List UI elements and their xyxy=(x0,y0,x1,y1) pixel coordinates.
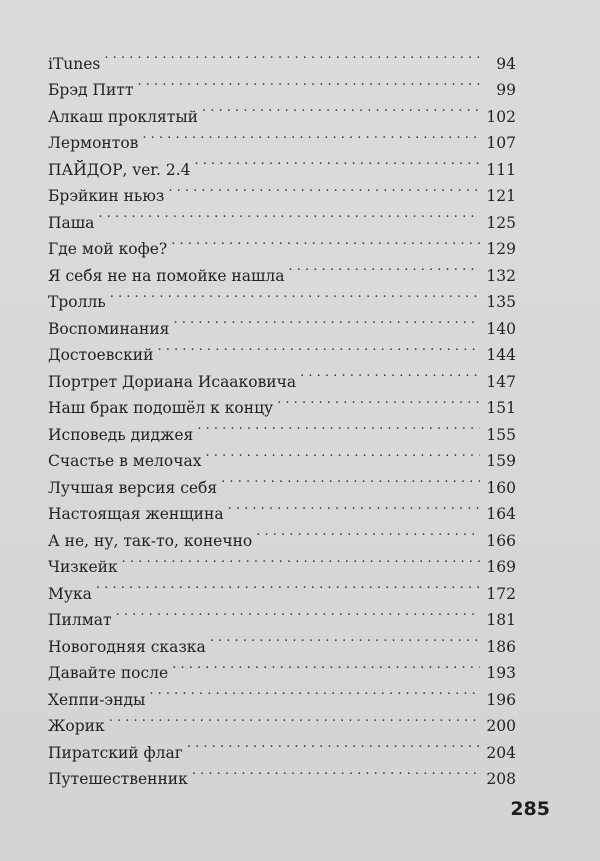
dot-leader xyxy=(195,148,480,175)
toc-entry xyxy=(48,360,516,391)
toc-entry xyxy=(48,413,516,444)
dot-leader xyxy=(210,625,480,652)
dot-leader xyxy=(96,572,480,599)
toc-entry-title: Новогодняя сказка xyxy=(48,637,206,656)
dot-leader xyxy=(122,546,480,573)
toc-entry xyxy=(48,625,516,656)
toc-entry xyxy=(48,175,516,205)
dot-leader xyxy=(256,519,480,546)
dot-leader xyxy=(109,705,480,732)
toc-entry-title: Пилмат xyxy=(48,611,112,629)
toc-entry-title: Лучшая версия себя xyxy=(48,478,218,497)
toc-entry-title: Тролль xyxy=(48,293,106,311)
dot-leader xyxy=(187,731,480,758)
toc-entry xyxy=(48,493,516,523)
toc-entry xyxy=(48,546,516,576)
toc-entry-page: 160 xyxy=(486,478,516,497)
dot-leader xyxy=(104,42,480,69)
dot-leader xyxy=(205,440,480,467)
toc-entry-page: 111 xyxy=(486,160,516,179)
dot-leader xyxy=(300,360,480,387)
toc-entry xyxy=(48,758,516,788)
toc-entry-page: 159 xyxy=(486,452,516,470)
toc-entry xyxy=(48,228,516,258)
toc-entry-page: 147 xyxy=(486,372,516,391)
toc-entry-title: Алкаш проклятый xyxy=(48,107,198,126)
toc-entry-page: 135 xyxy=(486,293,516,311)
toc-entry-title: Настоящая женщина xyxy=(48,505,224,523)
toc-entry-title: Портрет Дориана Исааковича xyxy=(48,372,297,391)
toc-entry xyxy=(48,307,516,338)
toc-entry xyxy=(48,387,516,417)
toc-entry-page: 193 xyxy=(486,664,516,682)
toc-entry-title: А не, ну, так-то, конечно xyxy=(48,531,253,550)
toc-entry xyxy=(48,440,516,470)
dot-leader xyxy=(98,201,480,228)
toc-entry-page: 151 xyxy=(486,399,516,417)
toc-entry-title: Я себя не на помойке нашла xyxy=(48,266,285,285)
dot-leader xyxy=(149,678,480,705)
toc-entry-title: Воспоминания xyxy=(48,319,170,338)
toc-entry xyxy=(48,122,516,152)
toc-entry xyxy=(48,254,516,285)
toc-entry xyxy=(48,201,516,232)
toc-entry-title: Достоевский xyxy=(48,346,154,364)
toc-entry-page: 121 xyxy=(486,187,516,205)
toc-entry-page: 196 xyxy=(486,690,516,709)
dot-leader xyxy=(221,466,480,493)
toc-entry-page: 169 xyxy=(486,558,516,576)
toc-entry-page: 140 xyxy=(486,319,516,338)
dot-leader xyxy=(168,175,480,202)
toc-entry-page: 172 xyxy=(486,584,516,603)
dot-leader xyxy=(142,122,480,149)
toc-entry-title: Чизкейк xyxy=(48,558,118,576)
toc-entry xyxy=(48,69,516,99)
toc-entry xyxy=(48,334,516,364)
toc-entry xyxy=(48,148,516,179)
toc-entry-title: Брэд Питт xyxy=(48,81,134,99)
toc-entry-page: 102 xyxy=(486,107,516,126)
dot-leader xyxy=(202,95,480,122)
toc-entry-title: Счастье в мелочах xyxy=(48,452,202,470)
toc-entry xyxy=(48,705,516,735)
toc-entry-page: 208 xyxy=(486,770,516,788)
toc-entry-page: 204 xyxy=(486,743,516,762)
toc-entry-page: 125 xyxy=(486,213,516,232)
toc-entry-title: iTunes xyxy=(48,54,101,73)
toc-entry-title: Пиратский флаг xyxy=(48,743,183,762)
toc-entry-title: Путешественник xyxy=(48,770,188,788)
toc-entry xyxy=(48,42,516,73)
dot-leader xyxy=(277,387,480,414)
dot-leader xyxy=(228,493,480,520)
toc-entry-title: Лермонтов xyxy=(48,134,139,152)
toc-entry xyxy=(48,466,516,497)
toc-entry-page: 155 xyxy=(486,425,516,444)
toc-entry-page: 132 xyxy=(486,266,516,285)
toc-entry xyxy=(48,599,516,629)
table-of-contents xyxy=(48,42,516,788)
dot-leader xyxy=(192,758,480,785)
toc-entry xyxy=(48,519,516,550)
toc-entry-page: 99 xyxy=(496,81,516,99)
toc-entry-page: 107 xyxy=(486,134,516,152)
toc-entry-title: Жорик xyxy=(48,717,105,735)
toc-entry-page: 166 xyxy=(486,531,516,550)
dot-leader xyxy=(173,307,480,334)
dot-leader xyxy=(157,334,480,361)
toc-entry-page: 94 xyxy=(496,54,516,73)
toc-entry xyxy=(48,572,516,603)
page-number: 285 xyxy=(510,798,550,820)
toc-entry-page: 186 xyxy=(486,637,516,656)
toc-entry-page: 129 xyxy=(486,240,516,258)
toc-entry xyxy=(48,95,516,126)
toc-entry-title: Давайте после xyxy=(48,664,169,682)
toc-entry-title: Хеппи-энды xyxy=(48,690,146,709)
dot-leader xyxy=(137,69,480,96)
dot-leader xyxy=(110,281,480,308)
dot-leader xyxy=(197,413,480,440)
toc-entry-page: 200 xyxy=(486,717,516,735)
toc-entry-title: Где мой кофе? xyxy=(48,240,168,258)
toc-entry-title: Паша xyxy=(48,213,95,232)
dot-leader xyxy=(172,652,480,679)
toc-entry-page: 144 xyxy=(486,346,516,364)
dot-leader xyxy=(116,599,480,626)
toc-entry-title: ПАЙДОР, ver. 2.4 xyxy=(48,160,191,179)
toc-entry xyxy=(48,678,516,709)
dot-leader xyxy=(289,254,480,281)
toc-entry xyxy=(48,731,516,762)
toc-entry-title: Брэйкин ньюз xyxy=(48,187,165,205)
toc-entry xyxy=(48,281,516,311)
toc-entry-title: Исповедь диджея xyxy=(48,425,194,444)
toc-entry-page: 181 xyxy=(486,611,516,629)
toc-entry xyxy=(48,652,516,682)
toc-entry-title: Наш брак подошёл к концу xyxy=(48,399,274,417)
toc-entry-title: Мука xyxy=(48,584,92,603)
toc-entry-page: 164 xyxy=(486,505,516,523)
dot-leader xyxy=(171,228,480,255)
